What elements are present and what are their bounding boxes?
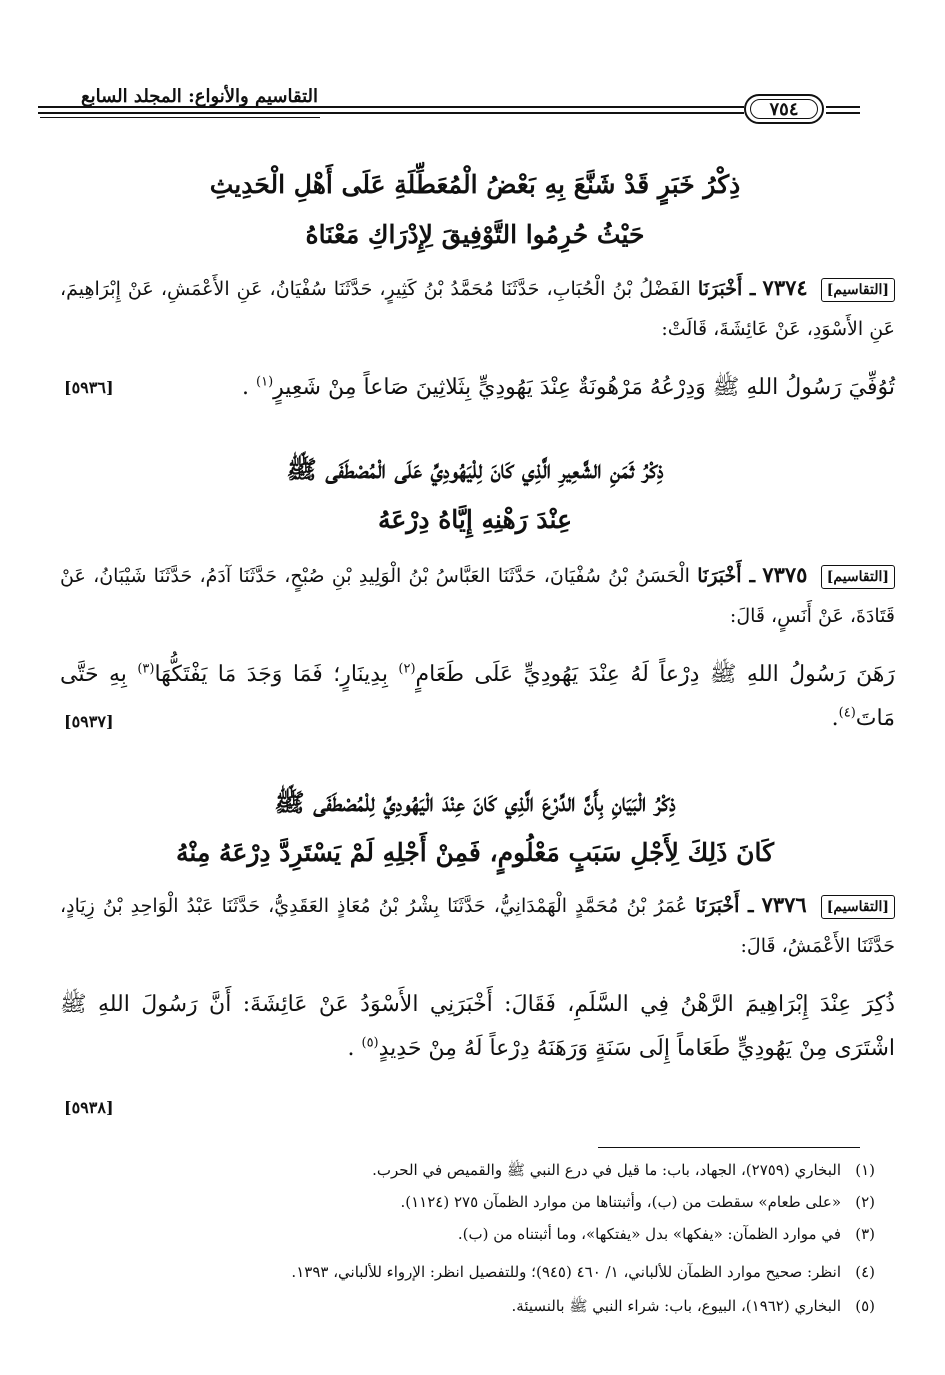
footnote-text: البخاري (١٩٦٢)، البيوع، باب: شراء النبي ﷺ بالنسيئة. xyxy=(511,1297,841,1315)
heading-line: ذِكْرُ الْبَيَانِ بِأَنَّ الدِّرْعَ الَّذِي كَانَ عِنْدَ الْيَهُودِيِّ لِلْمُصْطَفَى ﷺ xyxy=(274,788,676,817)
header-rule-right-top xyxy=(826,106,860,108)
hadith-chain xyxy=(60,555,895,636)
page-number-frame xyxy=(744,94,824,124)
footnote-ref: (٤) xyxy=(838,705,856,721)
heading-line: كَانَ ذَلِكَ لِأَجْلِ سَبَبٍ مَعْلُومٍ، فَمِنْ أَجْلِهِ لَمْ يَسْتَرِدَّ دِرْعَهُ مِنْهُ xyxy=(176,838,774,867)
footnote-mark: (٤) xyxy=(855,1263,875,1281)
footnote-mark: (٢) xyxy=(855,1193,875,1211)
footnote-ref: (١) xyxy=(256,374,274,390)
matn-end: . xyxy=(831,706,839,731)
header-rule-left-top xyxy=(38,106,744,108)
footnote xyxy=(60,1158,875,1182)
header-rule-left-bottom xyxy=(38,112,744,114)
heading-line: ذِكْرُ ثَمَنِ الشَّعِيرِ الَّذِي كَانَ لِلْيَهُودِيِّ عَلَى الْمُصْطَفَى ﷺ xyxy=(286,455,664,484)
footnote xyxy=(60,1294,875,1318)
hadith-lead: ـ أَخْبَرَنَا xyxy=(695,895,754,917)
matn-text: بِهِ حَتَّى مَاتَ xyxy=(60,662,895,731)
running-title: التقاسيم والأنواع: المجلد السابع xyxy=(81,86,318,107)
footnote-ref: (٢) xyxy=(398,661,416,677)
hadith-reference: [٥٩٣٧] xyxy=(64,712,114,731)
taqasim-badge: [التقاسيم] xyxy=(821,278,895,302)
section-heading xyxy=(60,778,890,878)
matn-text: ذُكِرَ عِنْدَ إِبْرَاهِيمَ الرَّهْنُ فِي السَّلَمِ، فَقَالَ: أَخْبَرَنِي الأَسْوَدُ عَنْ عَائِشَةَ: أَنَّ رَسُولَ اللهِ ﷺ اشْتَرَى مِنْ يَهُودِيٍّ طَعَاماً إِلَى سَنَةٍ وَرَهَنَهُ دِرْعاً لَهُ مِنْ حَدِيدٍ xyxy=(60,992,895,1061)
footnote xyxy=(60,1260,875,1284)
section-heading xyxy=(60,160,890,260)
page-number: ٧٥٤ xyxy=(750,99,818,119)
footnote xyxy=(60,1190,875,1214)
hadith-chain xyxy=(60,268,895,349)
taqasim-badge: [التقاسيم] xyxy=(821,895,895,919)
matn-end: . xyxy=(347,1036,355,1061)
hadith-text xyxy=(60,366,895,410)
header-rule-right-bottom xyxy=(826,112,860,114)
isnad-text: عُمَرُ بْنُ مُحَمَّدٍ الْهَمْدَانِيُّ، حَدَّثَنَا بِشْرُ بْنُ مُعَاذٍ العَقَدِيُّ، حَدَّثَنَا عَبْدُ الْوَاحِدِ بْنُ زِيَادٍ، حَدَّثَنَا الأَعْمَشُ، قَالَ: xyxy=(60,895,895,957)
header-rule-bottom xyxy=(40,117,320,118)
footnote xyxy=(60,1222,875,1246)
hadith-lead: ـ أَخْبَرَنَا xyxy=(697,278,756,300)
footnote-ref: (٥) xyxy=(361,1035,379,1051)
hadith-text xyxy=(60,983,895,1071)
heading-line: ذِكْرُ خَبَرٍ قَدْ شَنَّعَ بِهِ بَعْضُ الْمُعَطِّلَةِ عَلَى أَهْلِ الْحَدِيثِ xyxy=(209,170,741,199)
hadith-text xyxy=(60,653,895,741)
footnote-text: في موارد الظمآن: «يفكها» بدل «يفتكها»، وما أثبتناه من (ب). xyxy=(457,1225,841,1243)
hadith-reference: [٥٩٣٨] xyxy=(64,1098,114,1117)
footnote-mark: (٥) xyxy=(855,1297,875,1315)
hadith-number: ٧٣٧٦ xyxy=(761,892,807,917)
footnote-text: البخاري (٢٧٥٩)، الجهاد، باب: ما قيل في درع النبي ﷺ والقميص في الحرب. xyxy=(372,1161,841,1179)
footnote-ref: (٣) xyxy=(137,661,155,677)
section-heading xyxy=(60,445,890,545)
heading-line: عِنْدَ رَهْنِهِ إِيَّاهُ دِرْعَهُ xyxy=(377,505,573,534)
footnote-mark: (١) xyxy=(855,1161,875,1179)
footnote-separator xyxy=(598,1147,860,1148)
hadith-lead: ـ أَخْبَرَنَا xyxy=(697,565,756,587)
heading-line: حَيْثُ حُرِمُوا التَّوْفِيقَ لِإِدْرَاكِ مَعْنَاهُ xyxy=(305,220,645,249)
hadith-reference: [٥٩٣٦] xyxy=(64,378,114,397)
footnote-mark: (٣) xyxy=(855,1225,875,1243)
matn-text: رَهَنَ رَسُولُ اللهِ ﷺ دِرْعاً لَهُ عِنْدَ يَهُودِيٍّ عَلَى طَعَامٍ xyxy=(415,662,895,687)
matn-text: تُوُفِّيَ رَسُولُ اللهِ ﷺ وَدِرْعُهُ مَرْهُونَةٌ عِنْدَ يَهُودِيٍّ بِثَلاثِينَ صَاعاً مِنْ شَعِيرٍ xyxy=(273,375,895,400)
hadith-number: ٧٣٧٤ xyxy=(762,275,808,300)
footnote-text: انظر: صحيح موارد الظمآن للألباني، ١/ ٤٦٠ (٩٤٥)؛ وللتفصيل انظر: الإرواء للألباني، ١٣٩٣. xyxy=(291,1263,841,1281)
isnad-text: الْحَسَنُ بْنُ سُفْيَانَ، حَدَّثَنَا العَبَّاسُ بْنُ الْوَلِيدِ بْنِ صُبْحٍ، حَدَّثَنَا آدَمُ، حَدَّثَنَا شَيْبَانُ، عَنْ قَتَادَةَ، عَنْ أَنَسٍ، قَالَ: xyxy=(60,565,895,627)
matn-end: . xyxy=(242,375,250,400)
taqasim-badge: [التقاسيم] xyxy=(821,565,895,589)
isnad-text: الفَضْلُ بْنُ الْحُبَابِ، حَدَّثَنَا مُحَمَّدُ بْنُ كَثِيرٍ، حَدَّثَنَا سُفْيَانُ، عَنِ الأَعْمَشِ، عَنْ إِبْرَاهِيمَ، عَنِ الأَسْوَدِ، عَنْ عَائِشَةَ، قَالَتْ: xyxy=(60,278,895,340)
hadith-chain xyxy=(60,885,895,966)
footnote-text: «على طعام» سقطت من (ب)، وأثبتناها من موارد الظمآن ٢٧٥ (١١٢٤). xyxy=(400,1193,841,1211)
hadith-number: ٧٣٧٥ xyxy=(762,562,808,587)
matn-text: بِدِينَارٍ؛ فَمَا وَجَدَ مَا يَفْتَكُّهَا xyxy=(154,662,388,687)
